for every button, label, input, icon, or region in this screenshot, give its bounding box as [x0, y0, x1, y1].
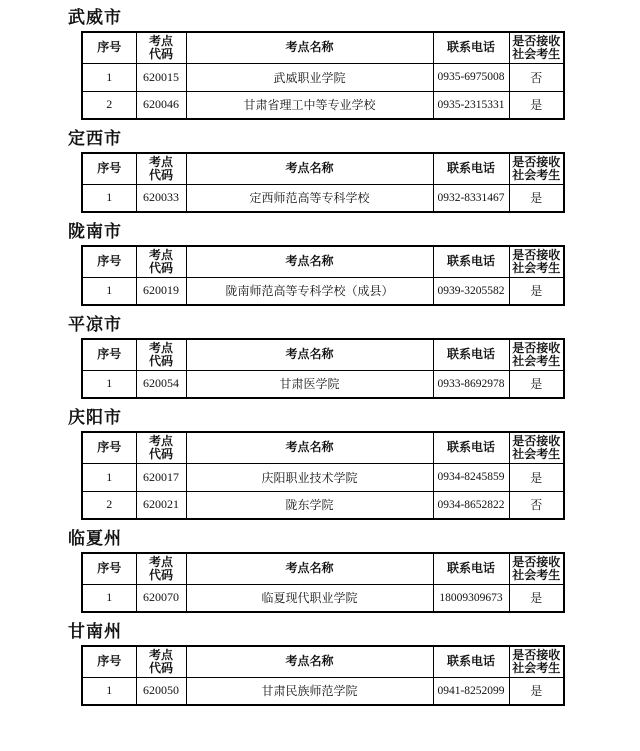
cell-site-code: 620015: [136, 63, 186, 91]
table-row: [82, 63, 564, 91]
column-header-accepts-social-line1: 是否接收: [512, 647, 561, 662]
column-header-site-code-line2: 代码: [148, 167, 173, 182]
cell-seq: 1: [82, 584, 136, 612]
column-header-accepts-social: [509, 553, 564, 584]
table-row: [82, 491, 564, 519]
cell-phone: 18009309673: [433, 584, 509, 612]
table-header-row: [82, 246, 564, 277]
cell-site-name: 陇东学院: [186, 491, 433, 519]
exam-sites-table: [81, 31, 565, 120]
cell-phone: 0933-8692978: [433, 370, 509, 398]
table-body: [82, 677, 564, 705]
column-header-seq: 序号: [82, 646, 136, 677]
column-header-accepts-social-line1: 是否接收: [512, 154, 561, 169]
column-header-accepts-social-line1: 是否接收: [512, 247, 561, 262]
column-header-site-name: 考点名称: [186, 246, 433, 277]
cell-site-code: 620050: [136, 677, 186, 705]
cell-site-name: 甘肃民族师范学院: [186, 677, 433, 705]
cell-phone: 0935-2315331: [433, 91, 509, 119]
column-header-accepts-social: [509, 339, 564, 370]
cell-phone: 0935-6975008: [433, 63, 509, 91]
cell-site-name: 甘肃医学院: [186, 370, 433, 398]
column-header-seq: 序号: [82, 246, 136, 277]
exam-sites-table: [81, 245, 565, 306]
column-header-seq: 序号: [82, 339, 136, 370]
column-header-site-code-line1: 考点: [148, 340, 173, 355]
column-header-accepts-social: [509, 246, 564, 277]
table-row: [82, 584, 564, 612]
column-header-accepts-social-line2: 社会考生: [512, 660, 561, 675]
cell-site-code: 620046: [136, 91, 186, 119]
cell-site-name: 定西师范高等专科学校: [186, 184, 433, 212]
column-header-site-code: [136, 32, 186, 63]
column-header-accepts-social-line2: 社会考生: [512, 46, 561, 61]
city-heading: 定西市: [68, 129, 122, 148]
cell-site-name: 临夏现代职业学院: [186, 584, 433, 612]
column-header-phone: 联系电话: [433, 153, 509, 184]
table-row: [82, 184, 564, 212]
column-header-accepts-social-line1: 是否接收: [512, 340, 561, 355]
column-header-accepts-social: [509, 153, 564, 184]
cell-site-code: 620054: [136, 370, 186, 398]
cell-accepts-social: 否: [509, 491, 564, 519]
cell-phone: 0934-8652822: [433, 491, 509, 519]
column-header-site-code: [136, 246, 186, 277]
cell-accepts-social: 是: [509, 184, 564, 212]
city-section: [68, 316, 640, 399]
table-row: [82, 370, 564, 398]
column-header-accepts-social-line1: 是否接收: [512, 33, 561, 48]
column-header-site-name: 考点名称: [186, 32, 433, 63]
table-header-row: [82, 553, 564, 584]
cell-site-name: 武威职业学院: [186, 63, 433, 91]
column-header-site-name: 考点名称: [186, 339, 433, 370]
table-body: [82, 63, 564, 119]
column-header-phone: 联系电话: [433, 553, 509, 584]
column-header-site-code: [136, 553, 186, 584]
city-heading: 平凉市: [68, 315, 122, 334]
cell-accepts-social: 是: [509, 677, 564, 705]
column-header-site-code-line1: 考点: [148, 647, 173, 662]
column-header-seq: 序号: [82, 32, 136, 63]
column-header-phone: 联系电话: [433, 32, 509, 63]
table-header-row: [82, 339, 564, 370]
column-header-site-name: 考点名称: [186, 553, 433, 584]
cell-site-name: 甘肃省理工中等专业学校: [186, 91, 433, 119]
cell-site-code: 620070: [136, 584, 186, 612]
table-body: [82, 277, 564, 305]
cell-seq: 2: [82, 91, 136, 119]
cell-accepts-social: 是: [509, 91, 564, 119]
cell-seq: 1: [82, 63, 136, 91]
city-section: [68, 530, 640, 613]
cell-accepts-social: 否: [509, 63, 564, 91]
cell-site-name: 庆阳职业技术学院: [186, 463, 433, 491]
cell-phone: 0934-8245859: [433, 463, 509, 491]
column-header-site-code-line2: 代码: [148, 353, 173, 368]
city-section: [68, 409, 640, 520]
cell-site-code: 620021: [136, 491, 186, 519]
table-row: [82, 463, 564, 491]
column-header-site-name: 考点名称: [186, 153, 433, 184]
cell-site-code: 620017: [136, 463, 186, 491]
exam-sites-table: [81, 431, 565, 520]
column-header-seq: 序号: [82, 153, 136, 184]
cell-accepts-social: 是: [509, 277, 564, 305]
city-section: [68, 130, 640, 213]
cell-accepts-social: 是: [509, 463, 564, 491]
cell-accepts-social: 是: [509, 584, 564, 612]
cell-seq: 1: [82, 184, 136, 212]
column-header-site-code-line1: 考点: [148, 247, 173, 262]
column-header-site-name: 考点名称: [186, 432, 433, 463]
column-header-accepts-social-line1: 是否接收: [512, 554, 561, 569]
cell-accepts-social: 是: [509, 370, 564, 398]
cell-phone: 0939-3205582: [433, 277, 509, 305]
city-heading: 临夏州: [68, 529, 122, 548]
column-header-site-code: [136, 432, 186, 463]
table-row: [82, 91, 564, 119]
column-header-accepts-social-line1: 是否接收: [512, 433, 561, 448]
cell-site-code: 620033: [136, 184, 186, 212]
column-header-accepts-social-line2: 社会考生: [512, 353, 561, 368]
cell-seq: 2: [82, 491, 136, 519]
cell-seq: 1: [82, 370, 136, 398]
city-heading: 庆阳市: [68, 408, 122, 427]
city-section: [68, 9, 640, 120]
city-heading: 陇南市: [68, 222, 122, 241]
cell-phone: 0941-8252099: [433, 677, 509, 705]
column-header-site-code-line2: 代码: [148, 446, 173, 461]
table-body: [82, 370, 564, 398]
column-header-site-code-line1: 考点: [148, 33, 173, 48]
cell-seq: 1: [82, 277, 136, 305]
column-header-accepts-social: [509, 32, 564, 63]
column-header-accepts-social-line2: 社会考生: [512, 567, 561, 582]
city-heading: 武威市: [68, 8, 122, 27]
column-header-accepts-social-line2: 社会考生: [512, 446, 561, 461]
column-header-site-code-line1: 考点: [148, 554, 173, 569]
exam-sites-table: [81, 645, 565, 706]
exam-sites-table: [81, 338, 565, 399]
column-header-site-code-line1: 考点: [148, 154, 173, 169]
exam-sites-table: [81, 152, 565, 213]
exam-sites-table: [81, 552, 565, 613]
table-body: [82, 584, 564, 612]
column-header-site-code-line2: 代码: [148, 46, 173, 61]
column-header-site-code-line2: 代码: [148, 260, 173, 275]
city-section: [68, 623, 640, 706]
cell-seq: 1: [82, 677, 136, 705]
cell-seq: 1: [82, 463, 136, 491]
column-header-site-code-line2: 代码: [148, 567, 173, 582]
column-header-phone: 联系电话: [433, 432, 509, 463]
city-heading: 甘南州: [68, 622, 122, 641]
column-header-accepts-social-line2: 社会考生: [512, 260, 561, 275]
column-header-seq: 序号: [82, 432, 136, 463]
sections-container: [68, 9, 640, 706]
table-row: [82, 677, 564, 705]
table-body: [82, 184, 564, 212]
column-header-accepts-social: [509, 432, 564, 463]
column-header-phone: 联系电话: [433, 339, 509, 370]
cell-site-name: 陇南师范高等专科学校（成县）: [186, 277, 433, 305]
column-header-site-code: [136, 339, 186, 370]
cell-site-code: 620019: [136, 277, 186, 305]
table-header-row: [82, 646, 564, 677]
table-header-row: [82, 153, 564, 184]
column-header-site-code-line2: 代码: [148, 660, 173, 675]
column-header-site-code: [136, 153, 186, 184]
column-header-site-code-line1: 考点: [148, 433, 173, 448]
table-header-row: [82, 32, 564, 63]
table-header-row: [82, 432, 564, 463]
column-header-phone: 联系电话: [433, 646, 509, 677]
table-row: [82, 277, 564, 305]
column-header-accepts-social: [509, 646, 564, 677]
table-body: [82, 463, 564, 519]
city-section: [68, 223, 640, 306]
column-header-site-code: [136, 646, 186, 677]
column-header-seq: 序号: [82, 553, 136, 584]
column-header-phone: 联系电话: [433, 246, 509, 277]
cell-phone: 0932-8331467: [433, 184, 509, 212]
column-header-accepts-social-line2: 社会考生: [512, 167, 561, 182]
column-header-site-name: 考点名称: [186, 646, 433, 677]
